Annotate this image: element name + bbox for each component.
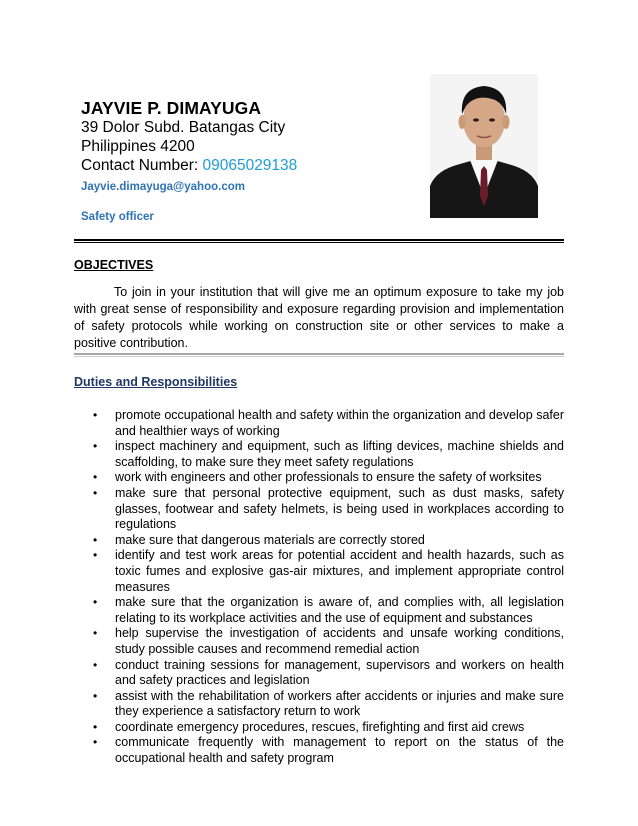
objectives-text: To join in your institution that will give me an optimum exposure to take my job with great sense of responsibility and exposure regarding provision and implementation of safety protocols while working on construction site or other services to make a positive contribution. (74, 285, 564, 350)
list-item (93, 548, 564, 595)
list-item (93, 486, 564, 533)
contact-label: Contact Number: (81, 157, 203, 174)
list-item-text: help supervise the investigation of accidents and unsafe working conditions, study possible causes and recommend remedial action (115, 626, 564, 656)
list-item-text: identify and test work areas for potential accident and health hazards, such as toxic fumes and explosive gas-air mixtures, and implement appropriate control measures (115, 548, 564, 594)
list-item-text: work with engineers and other professionals to ensure the safety of worksites (115, 470, 542, 485)
list-item (93, 689, 564, 720)
list-item-text: assist with the rehabilitation of workers after accidents or injuries and make sure they experience a satisfactory return to work (115, 688, 564, 719)
address-line-1: 39 Dolor Subd. Batangas City (81, 119, 286, 136)
duties-heading: Duties and Responsibilities (74, 375, 238, 389)
list-item (93, 533, 564, 549)
bullet-icon: • (93, 439, 98, 454)
bullet-icon: • (93, 657, 98, 672)
bullet-icon: • (93, 626, 98, 641)
bullet-icon: • (93, 595, 98, 610)
bullet-icon: • (93, 735, 98, 750)
bullet-icon: • (93, 532, 98, 547)
email-address: Jayvie.dimayuga@yahoo.com (81, 181, 245, 193)
duties-list (93, 408, 564, 767)
portrait-image (430, 74, 538, 218)
header-divider (74, 239, 564, 241)
list-item-text: inspect machinery and equipment, such as lifting devices, machine shields and scaffolding, to make sure they meet safety regulations (115, 439, 564, 469)
list-item-text: make sure that personal protective equipment, such as dust masks, safety glasses, footwear and safety helmets, is being used in workplaces according to regulations (115, 485, 564, 532)
list-item (93, 720, 564, 736)
header-divider-thin (74, 242, 564, 243)
applicant-photo (430, 74, 538, 218)
list-item (93, 735, 564, 766)
objectives-divider (74, 353, 564, 355)
list-item (93, 626, 564, 657)
objectives-divider-thin (74, 356, 564, 357)
contact-number: 09065029138 (202, 157, 298, 174)
list-item-text: promote occupational health and safety within the organization and develop safer and healthier ways of working (115, 408, 564, 438)
list-item (93, 595, 564, 626)
list-item-text: conduct training sessions for management, supervisors and workers on health and safety practices and legislation (115, 657, 564, 688)
applicant-name: JAYVIE P. DIMAYUGA (81, 98, 262, 118)
contact-line (81, 156, 411, 175)
list-item (93, 658, 564, 689)
list-item-text: make sure that dangerous materials are correctly stored (115, 532, 425, 547)
bullet-icon: • (93, 688, 98, 703)
address-line-2: Philippines 4200 (81, 138, 195, 155)
objectives-heading: OBJECTIVES (74, 258, 154, 272)
bullet-icon: • (93, 548, 98, 563)
list-item (93, 470, 564, 486)
resume-header (81, 98, 411, 224)
list-item-text: communicate frequently with management to report on the status of the occupational health and safety program (115, 735, 564, 766)
bullet-icon: • (93, 470, 98, 485)
list-item (93, 439, 564, 470)
list-item-text: coordinate emergency procedures, rescues, firefighting and first aid crews (115, 719, 525, 734)
list-item (93, 408, 564, 439)
position-title: Safety officer (81, 211, 154, 223)
bullet-icon: • (93, 719, 98, 734)
bullet-icon: • (93, 485, 98, 500)
list-item-text: make sure that the organization is aware of, and complies with, all legislation relating to its workplace activities and the use of equipment and substances (115, 595, 564, 625)
bullet-icon: • (93, 408, 98, 422)
